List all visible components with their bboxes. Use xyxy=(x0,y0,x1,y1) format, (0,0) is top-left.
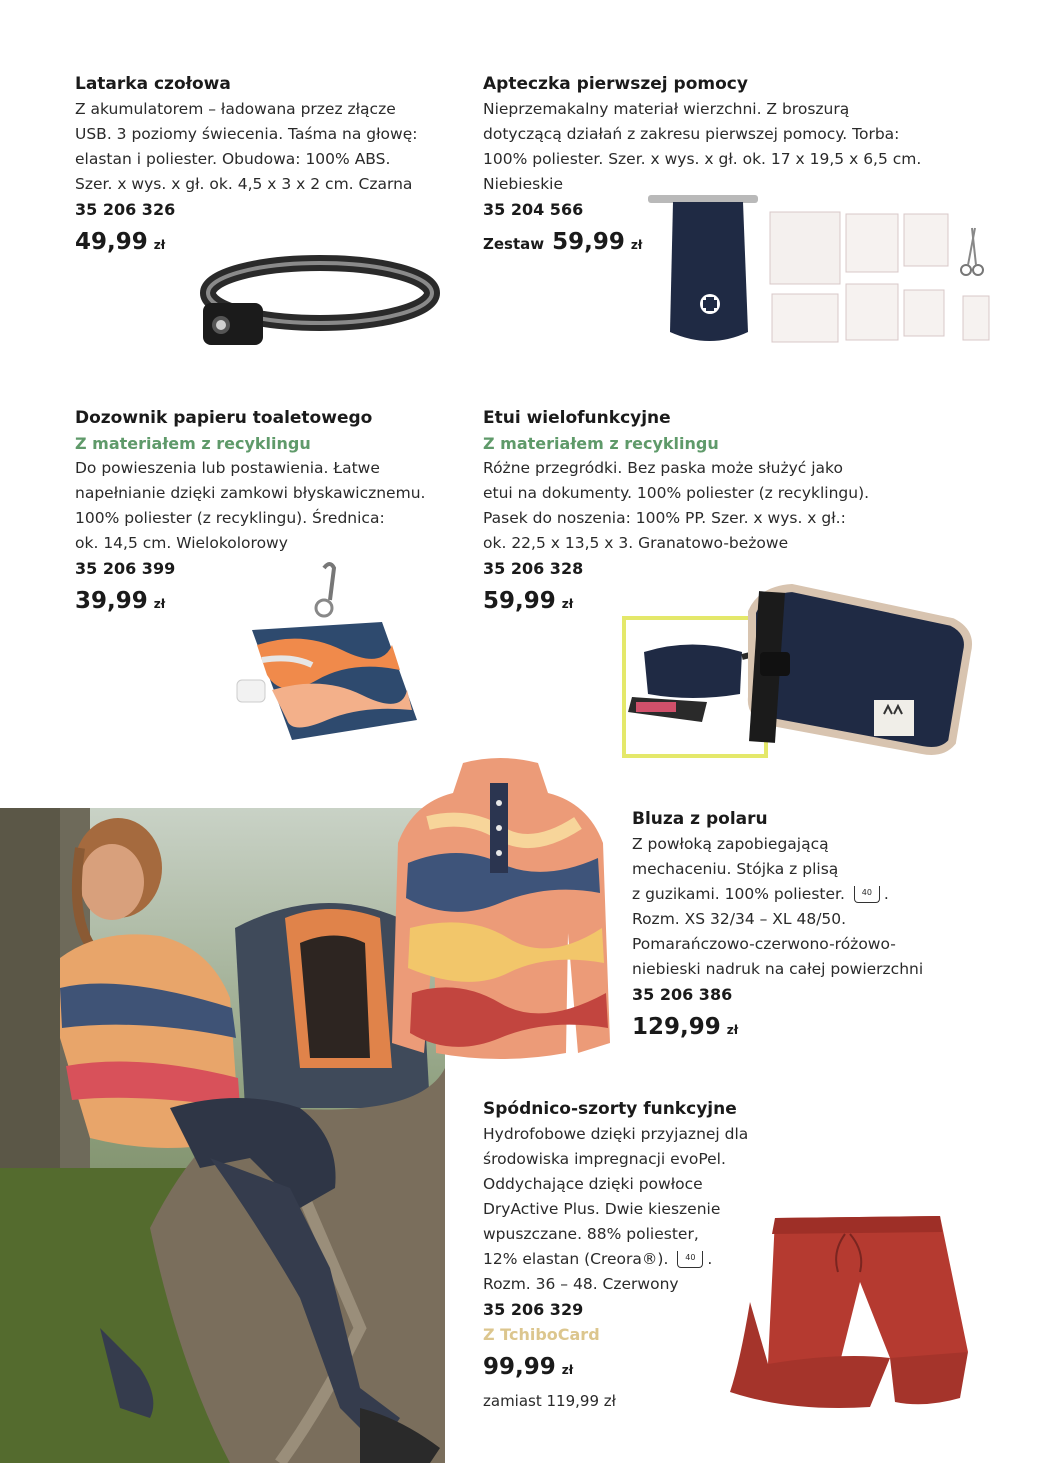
product-description: Z akumulatorem – ładowana przez złącze USB. 3 poziomy świecenia. Taśma na głowę: elastan i poliester. Obudowa: 100% ABS. Szer. x wys. x gł. ok. 4,5 x 3 x 2 cm. Czarna xyxy=(75,100,418,193)
product-description: Nieprzemakalny materiał wierzchni. Z broszurą dotyczącą działań z zakresu pierwszej pomocy. Torba: 100% poliester. Szer. x wys. x gł. ok. 17 x 19,5 x 6,5 cm. Niebieskie xyxy=(483,100,922,193)
article-number: 35 206 329 xyxy=(483,1300,584,1319)
first-aid-kit-image xyxy=(648,192,993,352)
price: 99,99 zł xyxy=(483,1354,574,1380)
product-description: Do powieszenia lub postawienia. Łatwe napełnianie dzięki zamkowi błyskawicznemu. 100% poliester (z recyklingu). Średnica: ok. 14,5 cm. Wielokolorowy xyxy=(75,459,426,552)
article-number: 35 204 566 xyxy=(483,200,584,219)
wash-40-icon: 40 xyxy=(854,886,880,903)
skort-image xyxy=(720,1212,980,1412)
tchibocard-badge: Z TchiboCard xyxy=(483,1325,600,1344)
recycled-badge: Z materiałem z recyklingu xyxy=(75,434,311,453)
product-title: Spódnico-szorty funkcyjne xyxy=(483,1099,737,1119)
product-description: Hydrofobowe dzięki przyjaznej dla środowiska impregnacji evoPel. Oddychające dzięki powłoce DryActive Plus. Dwie kieszenie wpuszczane. 88% poliester, 12% elastan (Creora®). 40 . Rozm. 36 – 48. Czerwony xyxy=(483,1125,749,1293)
product-title: Latarka czołowa xyxy=(75,74,231,94)
price: 49,99 zł xyxy=(75,229,166,255)
wash-40-icon: 40 xyxy=(677,1251,703,1268)
article-number: 35 206 328 xyxy=(483,559,584,578)
price: 39,99 zł xyxy=(75,588,166,614)
multi-case-image xyxy=(622,582,977,760)
lifestyle-photo xyxy=(0,808,445,1463)
product-title: Dozownik papieru toaletowego xyxy=(75,408,373,428)
price: 59,99 zł xyxy=(483,588,574,614)
product-headlamp xyxy=(75,72,455,265)
price: Zestaw 59,99 zł xyxy=(483,229,643,255)
product-title: Apteczka pierwszej pomocy xyxy=(483,74,748,94)
dispenser-image xyxy=(232,560,432,750)
article-number: 35 206 399 xyxy=(75,559,176,578)
old-price: zamiast 119,99 zł xyxy=(483,1392,616,1410)
product-description: Z powłoką zapobiegającą mechaceniu. Stójka z plisą z guzikami. 100% poliester. 40 . Rozm. XS 32/34 – XL 48/50. Pomarańczowo-czerwono-różowo- niebieski nadruk na całej powierzchni xyxy=(632,835,924,978)
product-fleece xyxy=(632,807,1032,1050)
price: 129,99 zł xyxy=(632,1014,739,1040)
article-number: 35 206 326 xyxy=(75,200,176,219)
product-title: Bluza z polaru xyxy=(632,809,768,829)
recycled-badge: Z materiałem z recyklingu xyxy=(483,434,719,453)
article-number: 35 206 386 xyxy=(632,985,733,1004)
headlamp-image xyxy=(195,245,440,355)
product-title: Etui wielofunkcyjne xyxy=(483,408,671,428)
fleece-image xyxy=(388,753,613,1068)
product-description: Różne przegródki. Bez paska może służyć jako etui na dokumenty. 100% poliester (z recyklingu). Pasek do noszenia: 100% PP. Szer. x wys. x gł.: ok. 22,5 x 13,5 x 3. Granatowo-beżowe xyxy=(483,459,870,552)
